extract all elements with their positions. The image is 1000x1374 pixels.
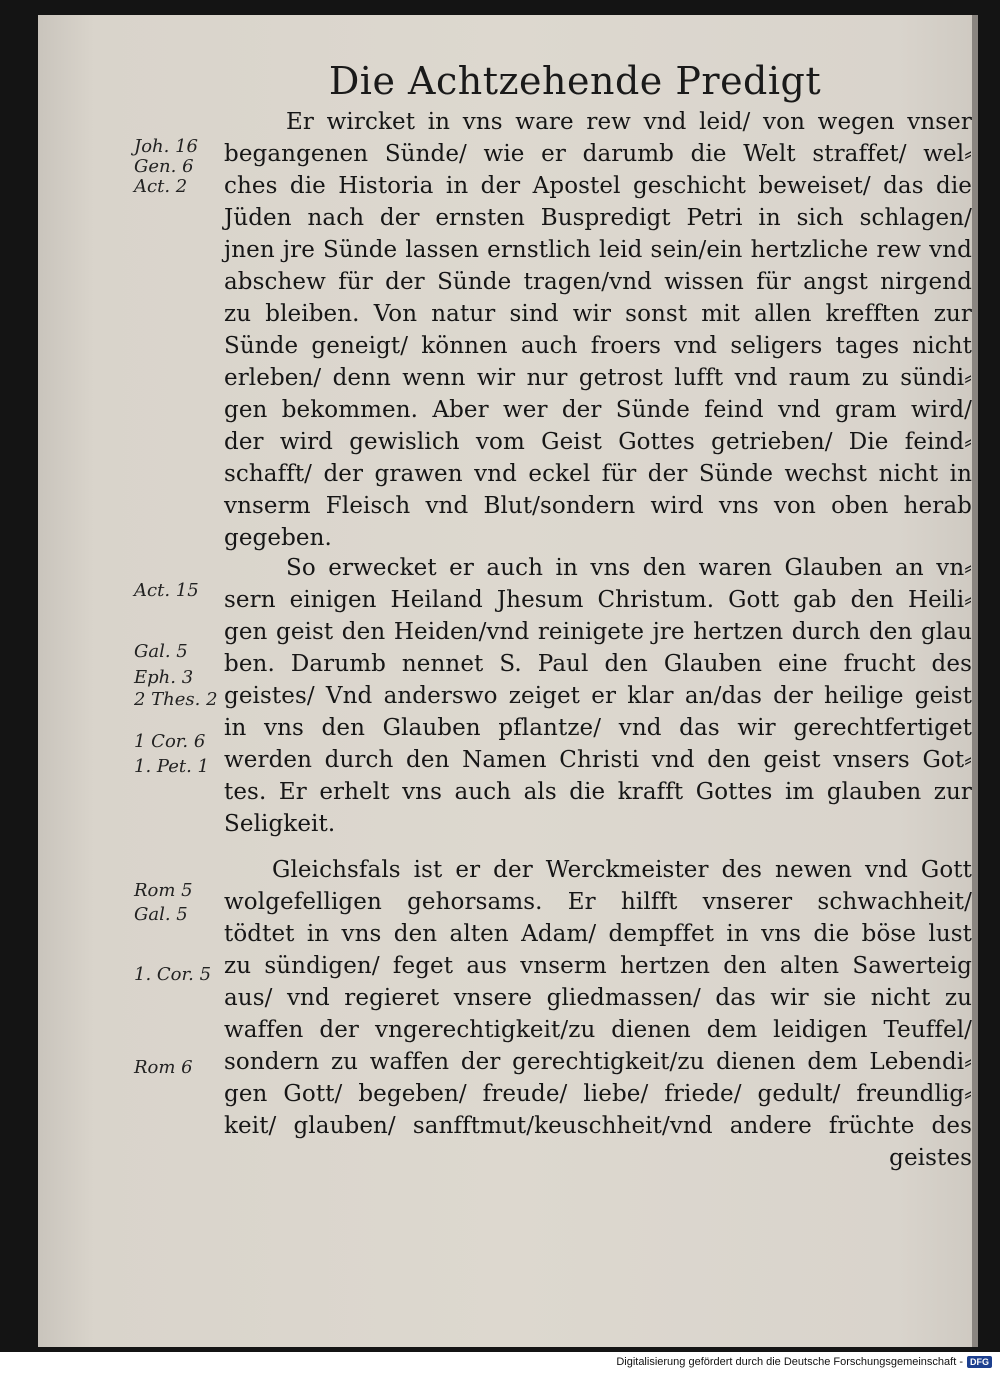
funding-footer	[616, 1356, 992, 1368]
text-line: ches die Historia in der Apostel geschicht beweiset/ das die	[224, 173, 972, 199]
marginal-note: 1. Cor. 5	[134, 964, 212, 985]
marginal-note: Act. 2	[134, 176, 188, 197]
text-line: sondern zu waffen der gerechtigkeit/zu dienen dem Lebendi⸗	[224, 1049, 972, 1075]
text-line: gen bekommen. Aber wer der Sünde feind vnd gram wird/	[224, 397, 972, 423]
dfg-logo: DFG	[967, 1356, 992, 1368]
text-line: vnserm Fleisch vnd Blut/sondern wird vns von oben herab	[224, 493, 972, 519]
text-line: gen Gott/ begeben/ freude/ liebe/ friede/ gedult/ freundlig⸗	[224, 1081, 972, 1107]
text-line: keit/ glauben/ sanfftmut/keuschheit/vnd andere früchte des	[224, 1113, 972, 1139]
text-line: ben. Darumb nennet S. Paul den Glauben eine frucht des	[224, 651, 972, 677]
text-line: abschew für der Sünde tragen/vnd wissen für angst nirgend	[224, 269, 972, 295]
text-line: tes. Er erhelt vns auch als die krafft Gottes im glauben zur	[224, 779, 972, 805]
text-line: gegeben.	[224, 525, 332, 551]
text-line: tödtet in vns den alten Adam/ dempffet in vns die böse lust	[224, 921, 972, 947]
text-line: gen geist den Heiden/vnd reinigete jre hertzen durch den glau	[224, 619, 972, 645]
marginal-note: Gal. 5	[134, 641, 188, 662]
text-line: erleben/ denn wenn wir nur getrost lufft vnd raum zu sündi⸗	[224, 365, 972, 391]
catchword: geistes	[889, 1145, 972, 1171]
text-line: werden durch den Namen Christi vnd den geist vnsers Got⸗	[224, 747, 972, 773]
marginal-note: Act. 15	[134, 580, 199, 601]
marginal-note: Rom 5	[134, 880, 193, 901]
text-line: geistes/ Vnd anderswo zeiget er klar an/das der heilige geist	[224, 683, 972, 709]
marginal-note: Gen. 6	[134, 156, 194, 177]
text-line: Er wircket in vns ware rew vnd leid/ von wegen vnser	[286, 109, 972, 135]
marginal-note: 2 Thes. 2	[134, 689, 218, 710]
text-line: zu sündigen/ feget aus vnserm hertzen den alten Sawerteig	[224, 953, 972, 979]
marginal-note: Joh. 16	[134, 136, 198, 157]
running-head: Die Achtzehende Predigt	[328, 59, 822, 103]
text-line: begangenen Sünde/ wie er darumb die Welt straffet/ wel⸗	[224, 141, 972, 167]
text-line: jnen jre Sünde lassen ernstlich leid sein/ein hertzliche rew vnd	[224, 237, 972, 263]
text-line: So erwecket er auch in vns den waren Glauben an vn⸗	[286, 555, 972, 581]
marginal-note: 1 Cor. 6	[134, 731, 206, 752]
marginal-note: Gal. 5	[134, 904, 188, 925]
text-line: schafft/ der grawen vnd eckel für der Sünde wechst nicht in	[224, 461, 972, 487]
text-line: der wird gewislich vom Geist Gottes getrieben/ Die feind⸗	[224, 429, 972, 455]
text-line: waffen der vngerechtigkeit/zu dienen dem leidigen Teuffel/	[224, 1017, 972, 1043]
text-line: in vns den Glauben pflantze/ vnd das wir gerechtfertiget	[224, 715, 972, 741]
marginal-note: Rom 6	[134, 1057, 193, 1078]
text-line: sern einigen Heiland Jhesum Christum. Gott gab den Heili⸗	[224, 587, 972, 613]
text-line: Seligkeit.	[224, 811, 336, 837]
footer-text: Digitalisierung gefördert durch die Deutsche Forschungsgemeinschaft -	[616, 1356, 963, 1368]
text-line: wolgefelligen gehorsams. Er hilfft vnserer schwachheit/	[224, 889, 972, 915]
book-page	[38, 15, 978, 1347]
text-line: zu bleiben. Von natur sind wir sonst mit allen krefften zur	[224, 301, 972, 327]
marginal-note: Eph. 3	[134, 667, 194, 688]
text-line: Sünde geneigt/ können auch froers vnd seligers tages nicht	[224, 333, 972, 359]
text-line: Jüden nach der ernsten Buspredigt Petri in sich schlagen/	[224, 205, 972, 231]
text-line: Gleichsfals ist er der Werckmeister des newen vnd Gott	[272, 857, 972, 883]
text-line: aus/ vnd regieret vnsere gliedmassen/ das wir sie nicht zu	[224, 985, 972, 1011]
marginal-note: 1. Pet. 1	[134, 756, 209, 777]
